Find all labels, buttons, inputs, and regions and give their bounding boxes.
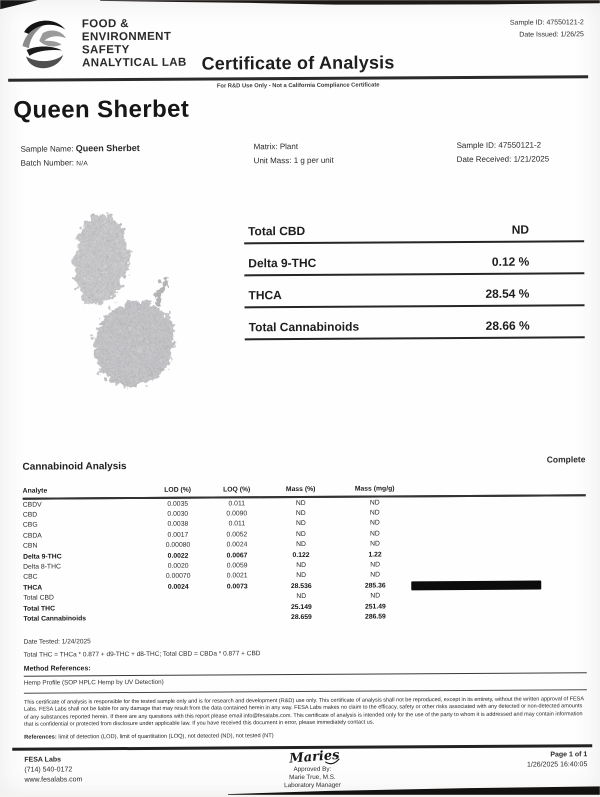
unit-mass-value: 1 g per unit bbox=[293, 155, 334, 166]
col-mass-mgg: Mass (mg/g) bbox=[341, 481, 409, 496]
sample-id-label: Sample ID: bbox=[456, 140, 497, 151]
summary-row-total-cannabinoids bbox=[245, 306, 585, 340]
summary-row-delta9-thc bbox=[244, 242, 584, 276]
cell-analyte: THCA bbox=[23, 584, 43, 592]
cannabinoid-analysis-table bbox=[23, 480, 587, 624]
cell-analyte: CBDA bbox=[22, 532, 42, 540]
footer-page-block bbox=[527, 750, 587, 770]
cell-lod: 0.0030 bbox=[167, 510, 189, 518]
lab-name-line: ENVIRONMENT bbox=[81, 30, 172, 44]
cell-mass-mgg: ND bbox=[370, 561, 381, 569]
cell-mass-pct: 25.149 bbox=[290, 603, 312, 611]
certificate-subtitle: For R&D Use Only - Not a California Compliance Certificate bbox=[216, 82, 380, 90]
cell-analyte: CBN bbox=[22, 542, 38, 550]
page-number: Page 1 of 1 bbox=[550, 751, 588, 759]
cell-lod: 0.0038 bbox=[167, 521, 189, 529]
method-divider bbox=[24, 689, 587, 694]
batch-number-value: N/A bbox=[76, 160, 89, 168]
summary-label: THCA bbox=[248, 288, 282, 303]
sample-info-row bbox=[21, 138, 587, 171]
cell-mass-pct: ND bbox=[295, 499, 306, 507]
approver-name: Marie True, M.S. bbox=[289, 773, 336, 782]
cell-loq: 0.0052 bbox=[226, 531, 248, 539]
analysis-section-header bbox=[22, 454, 585, 472]
cell-analyte: Total Cannabinoids bbox=[23, 615, 87, 623]
unit-mass-label: Unit Mass: bbox=[253, 156, 292, 166]
cell-mass-pct: ND bbox=[296, 572, 307, 580]
cell-lod: 0.0035 bbox=[167, 500, 189, 508]
method-references-label: Method References: bbox=[24, 662, 587, 676]
cell-mass-mgg: 1.22 bbox=[368, 551, 382, 559]
unit-mass-line bbox=[254, 153, 457, 168]
cell-mass-mgg: 285.36 bbox=[364, 582, 386, 590]
sample-id-line2 bbox=[457, 138, 587, 153]
cell-lod: 0.0020 bbox=[167, 562, 189, 570]
footer-phone: (714) 540-0172 bbox=[24, 766, 73, 774]
lab-name-line: FOOD & bbox=[81, 18, 129, 31]
cell-analyte: Delta 9-THC bbox=[23, 553, 62, 561]
cell-mass-pct: 28.536 bbox=[290, 582, 312, 590]
cell-mass-mgg: ND bbox=[369, 530, 380, 538]
lab-name-line: SAFETY bbox=[81, 44, 130, 57]
cell-mass-pct: 28.659 bbox=[291, 613, 312, 622]
matrix-value: Plant bbox=[279, 142, 299, 152]
cell-loq: 0.011 bbox=[228, 520, 246, 528]
cell-lod: 0.00070 bbox=[165, 573, 191, 581]
col-filler bbox=[409, 480, 586, 496]
summary-value: 0.12 % bbox=[491, 254, 530, 269]
cell-loq: 0.0090 bbox=[226, 510, 248, 518]
sample-name-line bbox=[21, 140, 254, 156]
cell-loq: 0.011 bbox=[228, 500, 246, 508]
matrix-line bbox=[254, 139, 457, 154]
sample-name-label: Sample Name: bbox=[20, 144, 74, 154]
cannabis-bud-image bbox=[24, 186, 230, 397]
cell-lod bbox=[143, 602, 213, 613]
cell-loq: 0.0067 bbox=[226, 551, 248, 560]
footer-lab-contact bbox=[24, 755, 82, 785]
cell-mass-mgg: ND bbox=[369, 499, 380, 507]
cell-lod: 0.0024 bbox=[167, 583, 189, 591]
total-thc-formula-note: Total THC = THCa * 0.877 + d9-THC + d8-THC; Total CBD = CBDa * 0.877 + CBD bbox=[23, 650, 261, 659]
date-received-value: 1/21/2025 bbox=[513, 154, 550, 164]
cell-analyte: CBG bbox=[22, 522, 38, 530]
cell-lod bbox=[143, 613, 213, 624]
cell-mass-mgg: ND bbox=[369, 509, 380, 517]
cell-lod bbox=[143, 592, 213, 603]
references-note bbox=[24, 733, 273, 741]
product-photo bbox=[24, 186, 230, 397]
approver-role: Laboratory Manager bbox=[284, 781, 341, 790]
summary-label: Total CBD bbox=[248, 223, 306, 239]
footer-website: www.fesalabs.com bbox=[24, 776, 83, 784]
disclaimer-text: This certificate of analysis is responsible for the tested sample only and is for research and development (R&D) use only. This certificate of analysis shall not be reproduced, except in its entirety, without the written approval of FESA Labs. FESA Labs shall not be liable for any damage that may result from the data contained herein in any way. FESA Labs makes no claim to the efficacy, safety or other risks associated with any detected or non-detected amounts of any substances reported herein. If there are any questions with this report please email info@fesalabs.com. This certificate of analysis is intended only for the use of the party to whom it is addressed and may contain information that is confidential or protected from disclosure under applicable law. If you have received this document in error, please immediately contact us. bbox=[23, 696, 584, 728]
cell-mass-mgg: 286.59 bbox=[365, 613, 386, 621]
sample-id-value: 47550121-2 bbox=[498, 140, 542, 150]
cell-mass-mgg: ND bbox=[370, 540, 380, 548]
redaction-bar bbox=[411, 580, 541, 590]
product-title: Queen Sherbet bbox=[13, 95, 190, 124]
matrix-label: Matrix: bbox=[253, 142, 278, 152]
cell-analyte: CBDV bbox=[22, 501, 42, 509]
cell-mass-pct: ND bbox=[296, 593, 307, 601]
sample-info-col-left bbox=[21, 140, 254, 171]
method-reference-value: Hemp Profile (SOP HPLC Hemp by UV Detection) bbox=[23, 678, 164, 687]
cell-loq: 0.0024 bbox=[226, 541, 248, 549]
header-divider bbox=[8, 75, 588, 81]
cell-analyte: Total THC bbox=[23, 605, 55, 613]
summary-row-thca bbox=[244, 274, 584, 308]
col-mass-pct: Mass (%) bbox=[261, 482, 341, 497]
sample-info-col-middle bbox=[254, 139, 457, 170]
analysis-section-title: Cannabinoid Analysis bbox=[22, 461, 127, 473]
sample-info-col-right bbox=[457, 138, 587, 169]
cell-analyte: Total CBD bbox=[23, 594, 54, 602]
signature-text: Maries bbox=[288, 747, 340, 767]
cell-mass-mgg: ND bbox=[369, 519, 380, 528]
cell-mass-pct: ND bbox=[296, 541, 306, 549]
summary-results-table bbox=[244, 210, 585, 340]
summary-row-total-cbd bbox=[244, 210, 584, 244]
date-received-label: Date Received: bbox=[456, 154, 512, 165]
cell-loq bbox=[213, 592, 261, 603]
cell-mass-pct: ND bbox=[295, 520, 306, 528]
cell-loq bbox=[213, 602, 261, 613]
summary-label: Delta 9-THC bbox=[248, 255, 317, 271]
analysis-status-badge: Complete bbox=[546, 454, 586, 465]
date-received-line bbox=[457, 152, 587, 167]
cell-lod: 0.0022 bbox=[167, 552, 189, 560]
cell-analyte: CBC bbox=[23, 574, 38, 582]
print-timestamp: 1/26/2025 16:40:05 bbox=[526, 761, 588, 769]
footer-approval-block bbox=[232, 747, 392, 790]
references-label: References: bbox=[24, 734, 57, 741]
cell-mass-pct: ND bbox=[295, 510, 306, 518]
batch-number-line bbox=[21, 155, 254, 171]
footer-company-name: FESA Labs bbox=[24, 756, 62, 764]
lab-name-line: ANALYTICAL LAB bbox=[82, 56, 187, 70]
date-issued-line: Date Issued: 1/26/25 bbox=[519, 30, 584, 39]
cell-mass-mgg: 251.49 bbox=[364, 603, 386, 611]
references-value: limit of detection (LOD), limit of quantitation (LOQ), not detected (ND), not tested (NT) bbox=[58, 733, 274, 741]
batch-number-label: Batch Number: bbox=[20, 158, 75, 168]
sample-name-value: Queen Sherbet bbox=[75, 142, 140, 154]
cell-mass-mgg: ND bbox=[370, 571, 381, 579]
cell-loq: 0.0073 bbox=[226, 583, 248, 591]
signature-block bbox=[232, 747, 392, 766]
approved-by-label: Approved By: bbox=[293, 765, 332, 774]
summary-value: 28.54 % bbox=[485, 286, 530, 301]
cell-mass-mgg: ND bbox=[370, 592, 381, 600]
cell-loq: 0.0021 bbox=[226, 572, 248, 580]
col-lod: LOD (%) bbox=[143, 483, 213, 498]
header-meta bbox=[510, 17, 584, 40]
date-tested-note: Date Tested: 1/24/2025 bbox=[23, 638, 91, 646]
cell-mass-pct: 0.122 bbox=[292, 551, 310, 559]
cell-lod: 0.0017 bbox=[167, 531, 189, 539]
cell-analyte: Delta 8-THC bbox=[23, 563, 61, 571]
cell-lod: 0.00080 bbox=[165, 541, 191, 550]
certificate-title: Certificate of Analysis bbox=[201, 52, 395, 74]
cell-loq: 0.0059 bbox=[226, 562, 248, 570]
summary-label: Total Cannabinoids bbox=[248, 319, 360, 335]
cell-mass-pct: ND bbox=[296, 561, 307, 570]
cell-loq bbox=[213, 613, 261, 624]
cell-mass-pct: ND bbox=[295, 530, 306, 538]
col-loq: LOQ (%) bbox=[213, 482, 261, 497]
summary-value: ND bbox=[511, 222, 530, 237]
col-analyte: Analyte bbox=[23, 483, 143, 499]
table-row-total-cannabinoids bbox=[23, 611, 586, 625]
sample-id-line: Sample ID: 47550121-2 bbox=[509, 19, 584, 27]
summary-value: 28.66 % bbox=[485, 318, 530, 333]
cell-analyte: CBD bbox=[22, 511, 38, 519]
